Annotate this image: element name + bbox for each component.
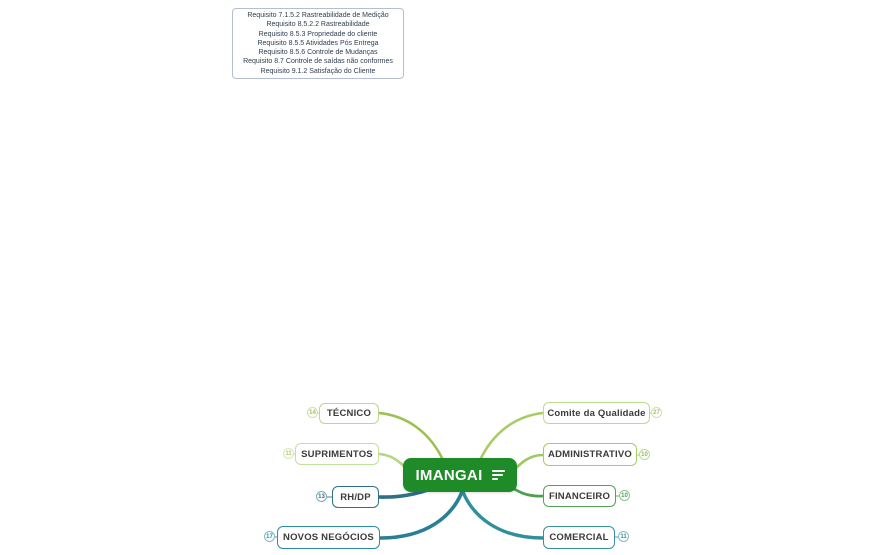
collapse-badge-comercial[interactable]: 11 — [618, 531, 629, 542]
branch-curve-comite — [480, 413, 543, 460]
branch-curve-comercial — [463, 492, 543, 538]
central-topic-imangai[interactable] — [403, 458, 517, 492]
branch-curve-admin — [513, 455, 543, 471]
topic-tecnico[interactable]: TÉCNICO — [319, 403, 379, 424]
topic-comercial[interactable]: COMERCIAL — [543, 526, 615, 549]
collapse-badge-financeiro[interactable]: 10 — [619, 490, 630, 501]
topic-comite-qualidade[interactable]: Comite da Qualidade — [543, 402, 650, 424]
note-line: Requisito 7.1.5.2 Rastreabilidade de Medição — [247, 11, 389, 19]
note-line: Requisito 8.5.3 Propriedade do cliente — [258, 30, 378, 38]
note-line: Requisito 8.5.2.2 Rastreabilidade — [266, 21, 370, 29]
branch-curve-tecnico — [379, 413, 443, 460]
note-line: Requisito 8.5.5 Atividades Pós Entrega — [257, 39, 379, 47]
note-line: Requisito 8.5.6 Controle de Mudanças — [258, 49, 378, 57]
collapse-badge-rh-dp[interactable]: 13 — [316, 491, 327, 502]
notes-icon[interactable] — [492, 470, 505, 480]
topic-rh-dp[interactable]: RH/DP — [332, 486, 379, 508]
collapse-badge-comite-qualidade[interactable]: 27 — [651, 407, 662, 418]
collapse-badge-novos-negocios[interactable]: 17 — [264, 531, 275, 542]
collapse-badge-suprimentos[interactable]: 11 — [283, 448, 294, 459]
topic-suprimentos[interactable]: SUPRIMENTOS — [295, 443, 379, 465]
topic-financeiro[interactable]: FINANCEIRO — [543, 485, 616, 507]
requirements-note-topic[interactable] — [232, 8, 404, 79]
collapse-badge-tecnico[interactable]: 14 — [307, 407, 318, 418]
branch-curve-novos — [380, 492, 462, 538]
central-topic-label: IMANGAI — [415, 466, 483, 484]
collapse-badge-administrativo[interactable]: 10 — [639, 449, 650, 460]
topic-novos-negocios[interactable]: NOVOS NEGÓCIOS — [277, 526, 380, 549]
topic-administrativo[interactable]: ADMINISTRATIVO — [543, 443, 637, 466]
note-line: Requisito 9.1.2 Satisfação do Cliente — [260, 67, 376, 75]
note-line: Requisito 8.7 Controle de saídas não conformes — [243, 58, 393, 66]
